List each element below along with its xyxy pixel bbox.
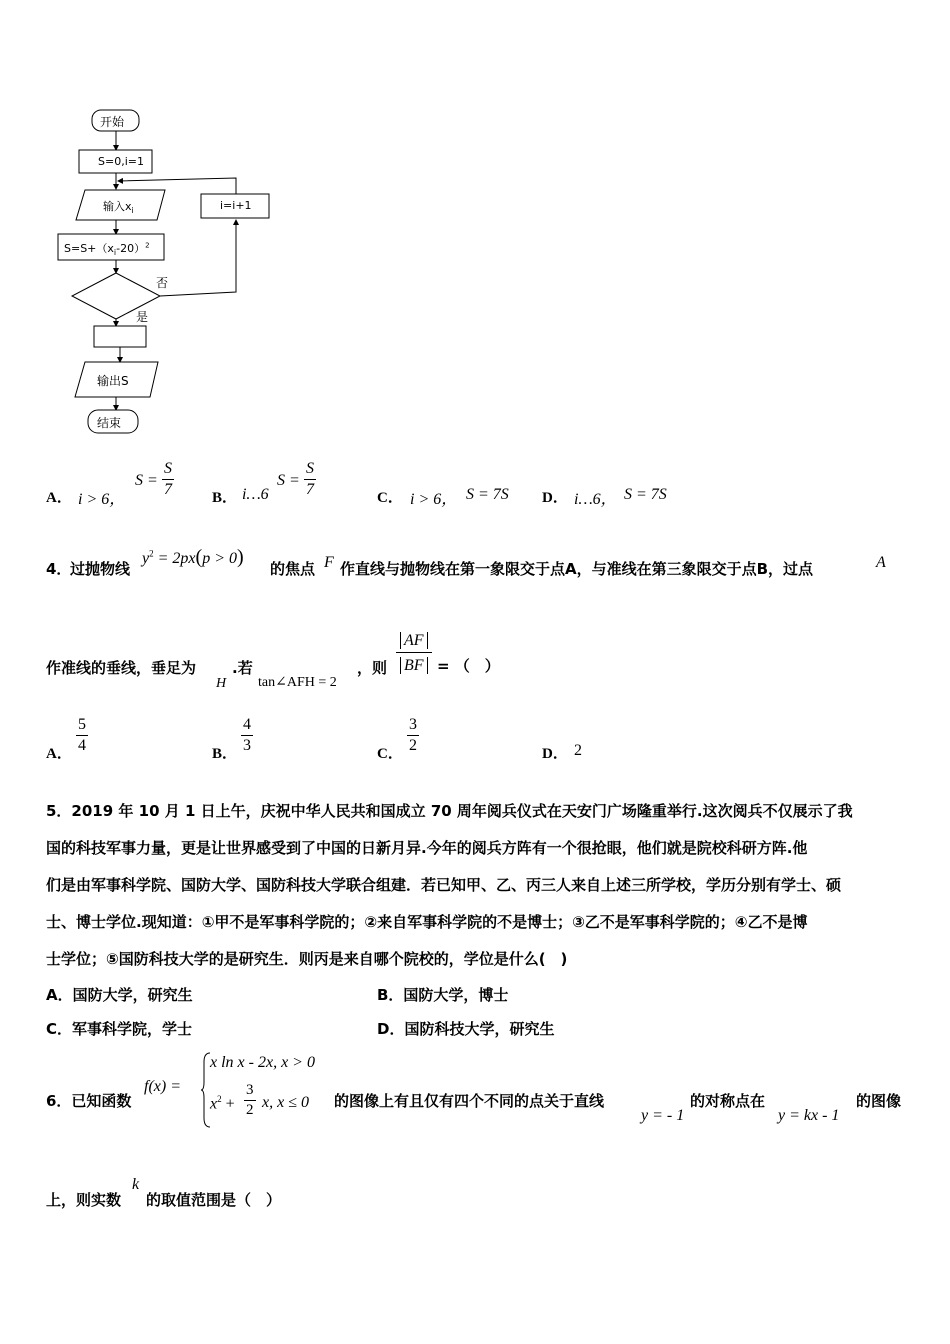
q4-option-b-fraction: $\frac{4}{3}$ xyxy=(243,716,251,754)
q4-text-2: 的焦点 xyxy=(270,560,316,578)
increment-label: i=i+1 xyxy=(220,199,252,212)
input-label: 输入$x_i$ xyxy=(103,200,134,216)
q6-text-line2b: 的取值范围是（ ） xyxy=(146,1191,282,1209)
q3-option-a-letter: A． xyxy=(46,490,72,506)
no-label: 否 xyxy=(156,276,169,290)
init-label: S=0,i=1 xyxy=(98,155,144,168)
q3-option-b-cond: i…6 xyxy=(242,486,269,503)
flowchart-lines xyxy=(0,0,300,450)
q4-text-4: 作准线的垂线，垂足为 xyxy=(46,659,197,677)
q4-text-1: 过抛物线 xyxy=(70,560,131,578)
q6-line-2: y = kx - 1 xyxy=(778,1107,840,1124)
q6-case-2-tail: x, x ≤ 0 xyxy=(262,1094,309,1111)
q4-parabola: $y^2 = 2px(p > 0)$ xyxy=(142,546,244,568)
q5-option-d: D．国防科技大学，研究生 xyxy=(377,1020,555,1038)
q3-option-a-assign: S = xyxy=(135,472,158,489)
q5-option-b: B．国防大学，博士 xyxy=(377,986,509,1004)
q4-text-3: 作直线与抛物线在第一象限交于点A，与准线在第三象限交于点B，过点 xyxy=(340,560,814,578)
q3-option-c-letter: C． xyxy=(377,490,403,506)
q4-text-5: .若 xyxy=(232,659,253,677)
q5-option-c: C．军事科学院，学士 xyxy=(46,1020,193,1038)
q4-point-a: A xyxy=(876,554,886,571)
q5-line-2: 国的科技军事力量，更是让世界感受到了中国的日新月异.今年的阅兵方阵有一个很抢眼，他们就是院校科研方阵.他 xyxy=(46,839,808,857)
q4-option-c-letter: C． xyxy=(377,746,403,762)
q4-option-d-letter: D． xyxy=(542,746,568,762)
q4-option-c-fraction: $\frac{3}{2}$ xyxy=(409,716,417,754)
q5-line-4: 士、博士学位.现知道：①甲不是军事科学院的；②来自军事科学院的不是博士；③乙不是军事科学院的；④乙不是博 xyxy=(46,913,808,931)
q6-k: k xyxy=(132,1176,140,1193)
yes-label: 是 xyxy=(136,310,149,324)
q3-option-b-fraction: $\frac{S}{7}$ xyxy=(306,460,314,498)
q4-number: 4． xyxy=(46,560,72,578)
q4-option-a-fraction: $\frac{5}{4}$ xyxy=(78,716,86,754)
q6-text-mid: 的图像上有且仅有四个不同的点关于直线 xyxy=(334,1092,605,1110)
q4-ratio: AF BF xyxy=(396,632,432,675)
q4-text-7: = （ ） xyxy=(437,657,500,675)
q6-line-1: y = - 1 xyxy=(641,1107,685,1124)
q6-text-tail: 的图像 xyxy=(856,1092,902,1110)
q3-option-b-assign: S = xyxy=(277,472,300,489)
q4-focus: F xyxy=(324,554,334,571)
q4-text-6: ，则 xyxy=(357,659,388,677)
q6-case-1: x ln x - 2x, x > 0 xyxy=(210,1054,315,1071)
q3-option-a-cond: i > 6， xyxy=(78,491,126,508)
q4-option-a-letter: A． xyxy=(46,746,72,762)
q3-option-c-assign: S = 7S xyxy=(466,486,509,503)
q3-option-c-cond: i > 6， xyxy=(410,491,458,508)
q6-text-mid2: 的对称点在 xyxy=(690,1092,766,1110)
flowchart xyxy=(0,0,300,450)
q5-line-3: 们是由军事科学院、国防大学、国防科技大学联合组建．若已知甲、乙、丙三人来自上述三所学校，学历分别有学士、硕 xyxy=(46,876,842,894)
q4-option-d-value: 2 xyxy=(574,742,582,759)
update-label: $S=S+(x_i-20)^2$ xyxy=(64,241,150,258)
q3-option-a-fraction: $\frac{S}{7}$ xyxy=(164,460,172,498)
q6-label: 6．已知函数 xyxy=(46,1092,132,1110)
q6-case-2: $x^2$ + xyxy=(210,1094,235,1113)
start-label: 开始 xyxy=(100,115,125,129)
q4-H: H xyxy=(216,676,227,691)
q3-option-d-cond: i…6， xyxy=(574,491,617,508)
q6-text-line2a: 上，则实数 xyxy=(46,1191,122,1209)
q6-case-2-fraction: $\frac{3}{2}$ xyxy=(246,1082,254,1118)
output-label: 输出S xyxy=(97,374,129,388)
q3-option-b-letter: B． xyxy=(212,490,238,506)
q4-option-b-letter: B． xyxy=(212,746,238,762)
q3-option-d-assign: S = 7S xyxy=(624,486,667,503)
empty-process-box xyxy=(94,326,146,347)
q6-fx: f(x) = xyxy=(144,1078,181,1095)
q5-line-5: 士学位；⑤国防科技大学的是研究生．则丙是来自哪个院校的，学位是什么( ) xyxy=(46,950,568,968)
q4-tan-condition: tan∠AFH = 2 xyxy=(258,675,337,690)
q5-line-1: 5．2019 年 10 月 1 日上午，庆祝中华人民共和国成立 70 周年阅兵仪式在天安门广场隆重举行.这次阅兵不仅展示了我 xyxy=(46,802,853,820)
q3-option-d-letter: D． xyxy=(542,490,568,506)
end-label: 结束 xyxy=(97,416,122,430)
q5-option-a: A．国防大学，研究生 xyxy=(46,986,193,1004)
